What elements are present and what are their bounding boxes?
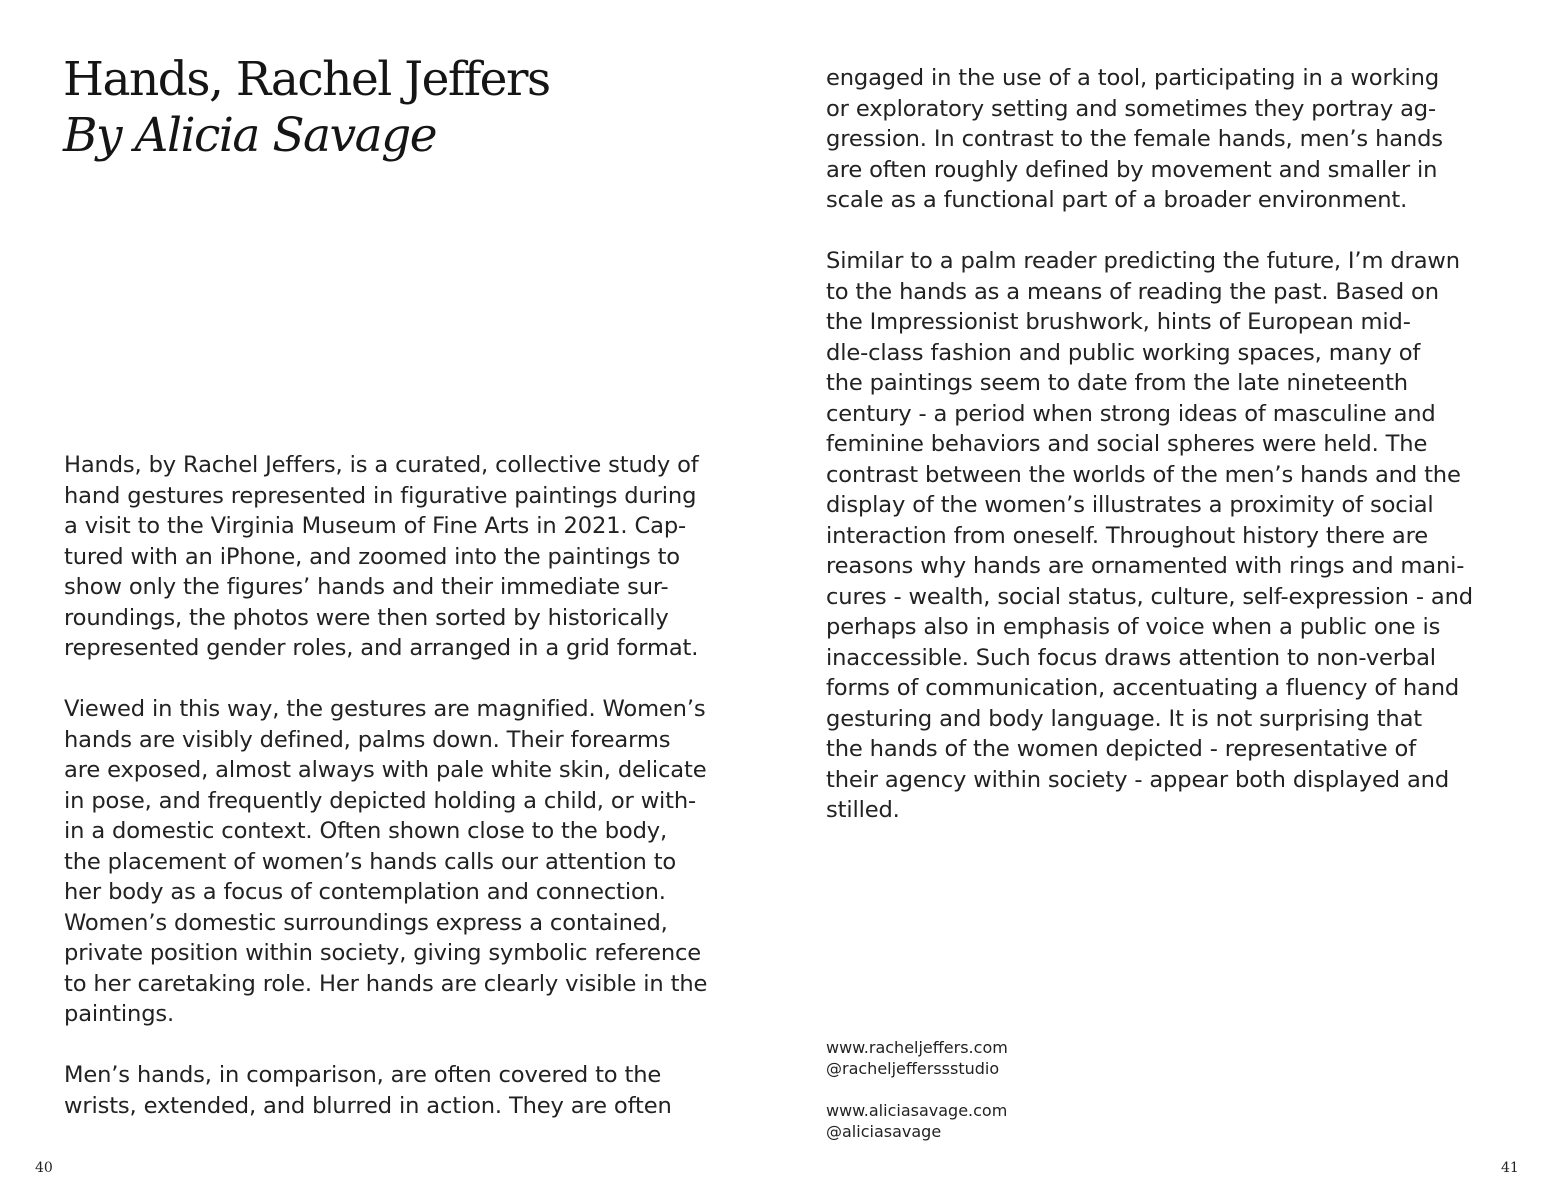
left-text-column (64, 450, 754, 1121)
artist-social-handle[interactable]: @racheljefferssstudio (826, 1059, 1000, 1078)
author-social-handle[interactable]: @aliciasavage (826, 1122, 942, 1141)
page-number-left: 40 (35, 1160, 53, 1176)
artist-links (826, 1037, 1008, 1079)
body-paragraph: Hands, by Rachel Jeffers, is a curated, collective study of hand gestures represented in figurative paintings during a visit to the Virginia Museum of Fine Arts in 2021. Cap- tured with an iPhone, and zoomed into the paintings to show only the figures’ hands and their immediate sur- roundings, the photos were then sorted by historically represented gender roles, and arranged in a grid format. (64, 452, 699, 661)
body-paragraph: Similar to a palm reader predicting the future, I’m drawn to the hands as a means of reading the past. Based on the Impressionist brushwork, hints of European mid- dle-class fashion and public working spaces, many of the paintings seem to date from the late nineteenth century - a period when strong ideas of masculine and feminine behaviors and social spheres were held. The contrast between the worlds of the men’s hands and the display of the women’s illustrates a proximity of social interaction from oneself. Throughout history there are reasons why hands are ornamented with rings and mani- cures - wealth, social status, culture, self-expression - and perhaps also in emphasis of voice when a public one is inaccessible. Such focus draws attention to non-verbal forms of communication, accentuating a fluency of hand gesturing and body language. It is not surprising that the hands of the women depicted - representative of their agency within society - appear both displayed and stilled. (826, 248, 1473, 823)
title-block (63, 52, 550, 164)
right-text-column (826, 63, 1526, 826)
author-website-link[interactable]: www.aliciasavage.com (826, 1101, 1008, 1120)
article-title: Hands, Rachel Jeffers (63, 52, 550, 107)
page-number-right: 41 (1501, 1160, 1519, 1176)
article-byline: By Alicia Savage (63, 108, 437, 163)
contact-links (826, 1037, 1008, 1142)
artist-website-link[interactable]: www.racheljeffers.com (826, 1038, 1008, 1057)
body-paragraph: Men’s hands, in comparison, are often covered to the wrists, extended, and blurred in action. They are often (64, 1062, 672, 1119)
body-paragraph: engaged in the use of a tool, participating in a working or exploratory setting and sometimes they portray ag- gression. In contrast to the female hands, men’s hands are often roughly defined by movement and smaller in scale as a functional part of a broader environment. (826, 65, 1443, 213)
body-paragraph: Viewed in this way, the gestures are magnified. Women’s hands are visibly defined, palms down. Their forearms are exposed, almost always with pale white skin, delicate in pose, and frequently depicted holding a child, or with- in a domestic context. Often shown close to the body, the placement of women’s hands calls our attention to her body as a focus of contemplation and connection. Women’s domestic surroundings express a contained, private position within society, giving symbolic reference to her caretaking role. Her hands are clearly visible in the paintings. (64, 696, 708, 1027)
author-links (826, 1100, 1008, 1142)
